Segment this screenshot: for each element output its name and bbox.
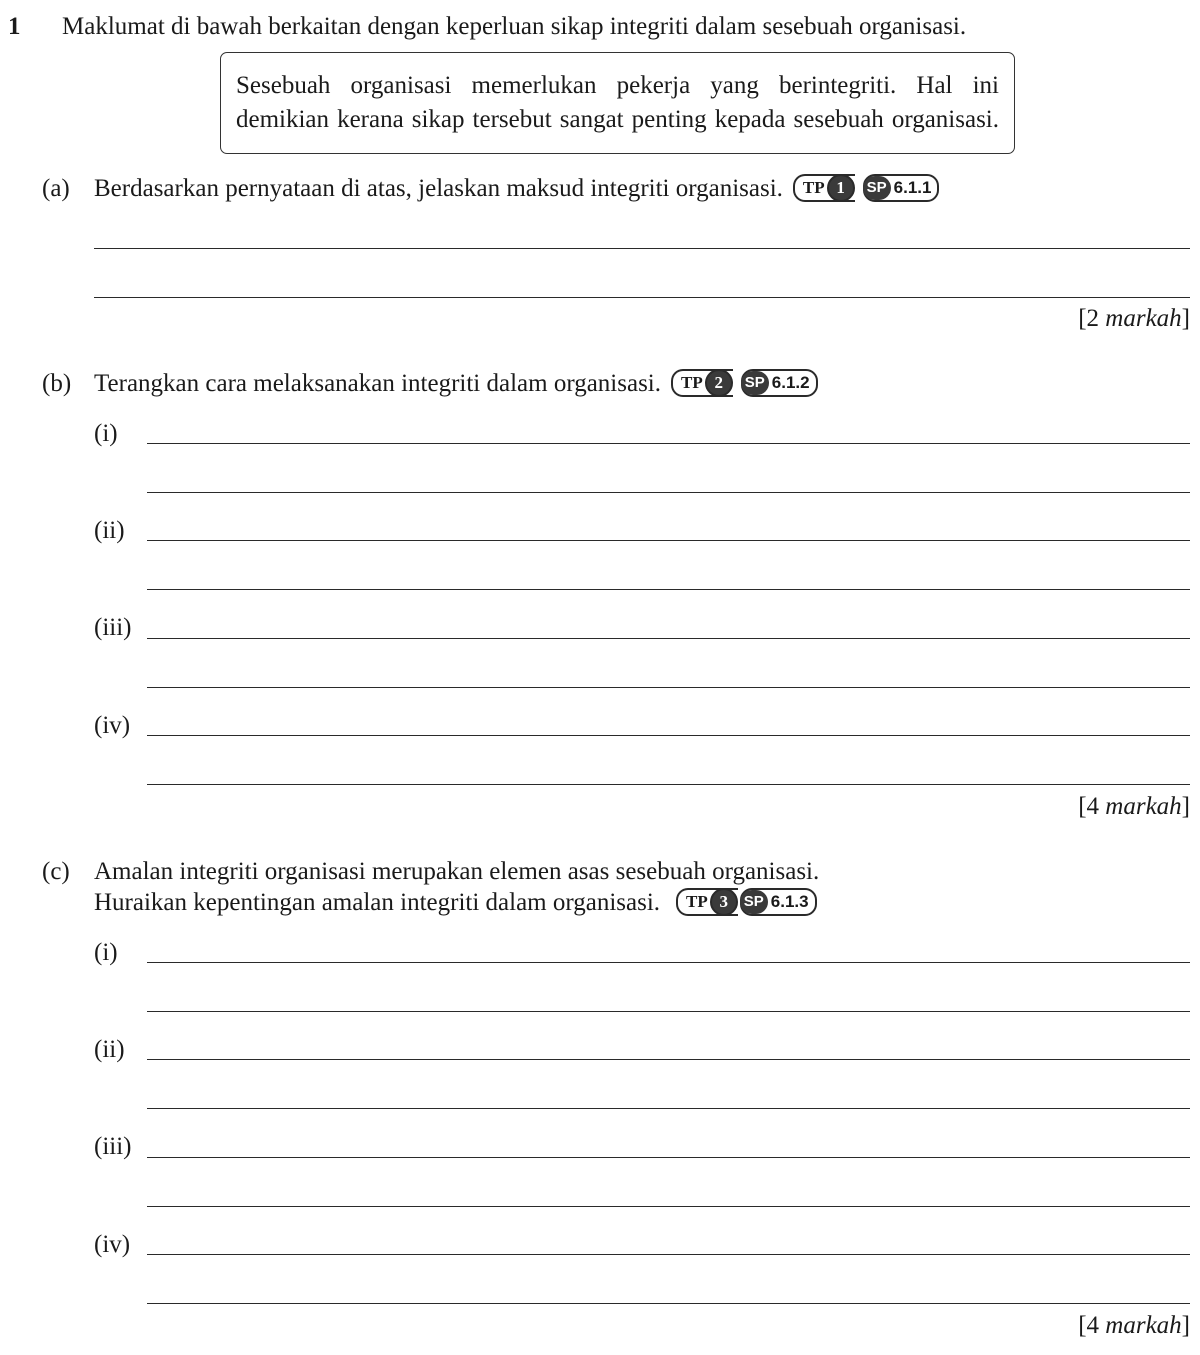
marks-number: [2 — [1078, 305, 1100, 332]
tp-badge — [671, 369, 733, 397]
answer-line[interactable] — [147, 1011, 1190, 1012]
tp-level: 1 — [827, 174, 855, 202]
part-c-text-line-2: Huraikan kepentingan amalan integriti dalam organisasi. — [94, 889, 661, 916]
part-c-item-label: (ii) — [94, 1036, 125, 1063]
part-b-item-label: (ii) — [94, 517, 125, 544]
answer-line[interactable] — [147, 1303, 1190, 1304]
answer-line[interactable] — [147, 784, 1190, 785]
answer-line[interactable] — [147, 443, 1190, 444]
part-c-question — [94, 888, 817, 918]
marks-number: [4 — [1078, 793, 1100, 820]
question-number: 1 — [8, 13, 21, 40]
sp-label: SP — [740, 890, 768, 914]
part-c-item-label: (i) — [94, 939, 118, 966]
tp-badge — [793, 174, 855, 202]
tp-label: TP — [681, 373, 703, 393]
answer-line[interactable] — [147, 735, 1190, 736]
tp-label: TP — [802, 178, 825, 198]
answer-line[interactable] — [147, 1108, 1190, 1109]
part-a-marks — [1078, 304, 1190, 334]
part-b-label: (b) — [42, 370, 72, 397]
answer-line[interactable] — [147, 638, 1190, 639]
part-b-text: Terangkan cara melaksanakan integriti dalam organisasi. — [94, 370, 662, 397]
answer-line[interactable] — [147, 962, 1190, 963]
info-box — [220, 52, 1015, 154]
tp-level: 2 — [705, 369, 733, 397]
answer-line[interactable] — [147, 492, 1190, 493]
part-c-text-line-1: Amalan integriti organisasi merupakan elemen asas sesebuah organisasi. — [94, 858, 820, 885]
marks-bracket: ] — [1181, 793, 1190, 820]
answer-line[interactable] — [94, 297, 1190, 298]
answer-line[interactable] — [147, 1206, 1190, 1207]
part-b-item-label: (iii) — [94, 614, 132, 641]
part-b-item-label: (iv) — [94, 712, 131, 739]
part-a-level-badge — [793, 174, 940, 202]
sp-label: SP — [741, 371, 769, 395]
part-c-marks — [1078, 1311, 1190, 1341]
marks-word: markah — [1105, 793, 1182, 820]
marks-word: markah — [1105, 1312, 1182, 1339]
answer-line[interactable] — [147, 540, 1190, 541]
part-c-item-label: (iv) — [94, 1231, 131, 1258]
marks-bracket: ] — [1181, 305, 1190, 332]
marks-word: markah — [1105, 305, 1182, 332]
answer-line[interactable] — [147, 1157, 1190, 1158]
part-b-marks — [1078, 792, 1190, 822]
answer-line[interactable] — [147, 687, 1190, 688]
answer-line[interactable] — [147, 1254, 1190, 1255]
marks-bracket: ] — [1181, 1312, 1190, 1339]
info-box-line-1: Sesebuah organisasi memerlukan pekerja yang berintegriti. Hal ini — [236, 72, 999, 99]
sp-badge — [740, 888, 817, 916]
part-a-text: Berdasarkan pernyataan di atas, jelaskan maksud integriti organisasi. — [94, 175, 783, 202]
part-b-item-label: (i) — [94, 420, 118, 447]
part-a-question — [94, 174, 939, 204]
sp-code: 6.1.2 — [771, 373, 810, 393]
part-c-item-label: (iii) — [94, 1133, 132, 1160]
tp-label: TP — [686, 892, 708, 912]
tp-badge — [676, 888, 738, 916]
answer-line[interactable] — [94, 248, 1190, 249]
sp-code: 6.1.1 — [893, 178, 932, 198]
part-c-label: (c) — [42, 858, 70, 885]
sp-badge — [741, 369, 818, 397]
sp-label: SP — [863, 176, 891, 200]
tp-level: 3 — [710, 888, 738, 916]
part-a-label: (a) — [42, 175, 70, 202]
part-b-level-badge — [671, 369, 818, 397]
info-box-line-2: demikian kerana sikap tersebut sangat penting kepada sesebuah organisasi. — [236, 106, 999, 133]
part-b-question — [94, 369, 818, 399]
part-c-level-badge — [676, 888, 817, 916]
sp-code: 6.1.3 — [770, 892, 809, 912]
question-intro: Maklumat di bawah berkaitan dengan keperluan sikap integriti dalam sesebuah organisasi. — [62, 13, 967, 40]
marks-number: [4 — [1078, 1312, 1100, 1339]
answer-line[interactable] — [147, 1059, 1190, 1060]
answer-line[interactable] — [147, 589, 1190, 590]
sp-badge — [863, 174, 940, 202]
